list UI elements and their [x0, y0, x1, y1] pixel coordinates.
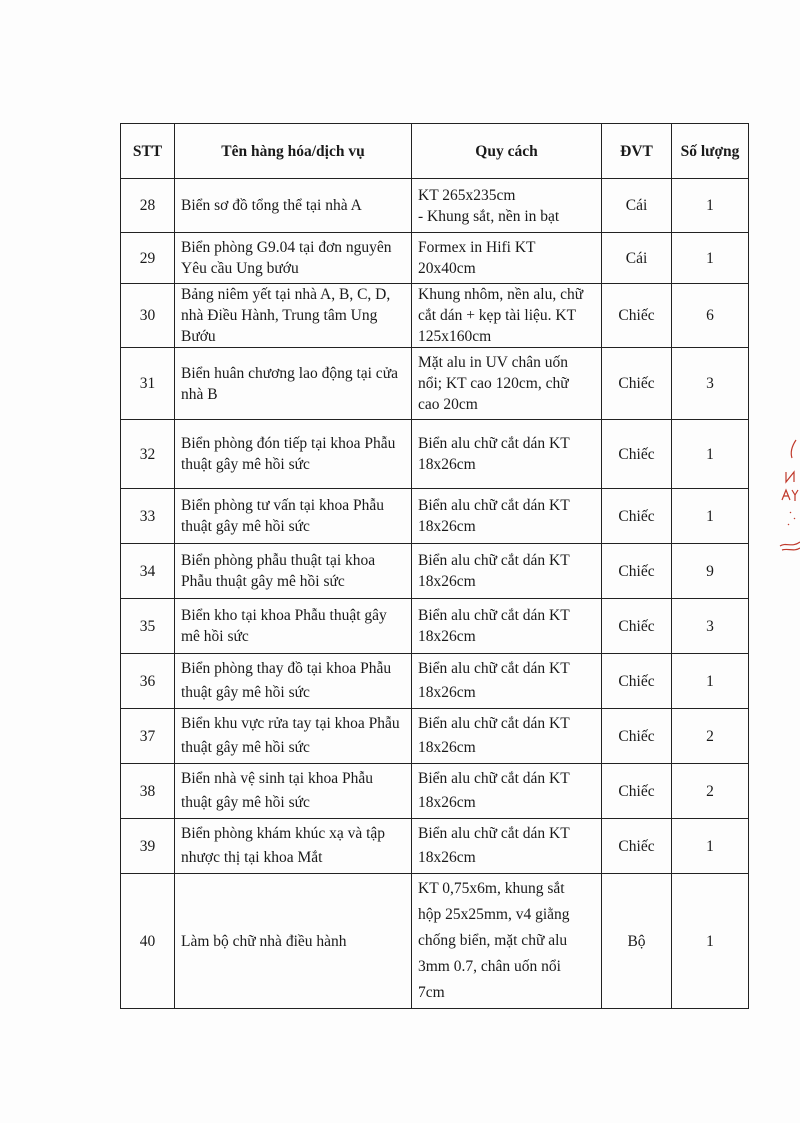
- cell-name: [175, 874, 412, 1009]
- cell-spec-text: Biển alu chữ cắt dán KT 18x26cm: [418, 435, 570, 473]
- stamp-scribble: [780, 542, 800, 550]
- cell-name: [175, 819, 412, 874]
- cell-qty: 2: [672, 709, 749, 764]
- cell-name: [175, 489, 412, 544]
- cell-name-text: Biển sơ đồ tổng thể tại nhà A: [181, 197, 362, 214]
- cell-unit: Chiếc: [602, 544, 672, 599]
- header-spec: Quy cách: [412, 124, 602, 179]
- table-row: [121, 819, 749, 874]
- table-row: [121, 233, 749, 284]
- cell-stt: 31: [121, 348, 175, 420]
- cell-qty: 1: [672, 819, 749, 874]
- cell-spec-text: Biển alu chữ cắt dán KT 18x26cm: [418, 825, 570, 866]
- cell-name: [175, 233, 412, 284]
- cell-spec: [412, 654, 602, 709]
- cell-spec-text: Biển alu chữ cắt dán KT 18x26cm: [418, 497, 570, 535]
- cell-unit: Chiếc: [602, 819, 672, 874]
- table-row: [121, 179, 749, 233]
- cell-qty: 2: [672, 764, 749, 819]
- cell-stt: 38: [121, 764, 175, 819]
- table-row: [121, 654, 749, 709]
- cell-qty: 3: [672, 599, 749, 654]
- cell-spec: [412, 819, 602, 874]
- cell-qty: 3: [672, 348, 749, 420]
- header-unit: ĐVT: [602, 124, 672, 179]
- cell-spec-text: KT 265x235cm - Khung sắt, nền in bạt: [418, 186, 560, 225]
- cell-qty: 1: [672, 489, 749, 544]
- cell-name-text: Bảng niêm yết tại nhà A, B, C, D, nhà Điều Hành, Trung tâm Ung Bướu: [181, 286, 391, 345]
- cell-unit: Chiếc: [602, 489, 672, 544]
- table-header-row: [121, 124, 749, 179]
- stamp-strokes: [780, 440, 800, 550]
- cell-qty: 1: [672, 233, 749, 284]
- cell-spec: [412, 489, 602, 544]
- cell-spec-text: Biển alu chữ cắt dán KT 18x26cm: [418, 552, 570, 590]
- cell-qty: 1: [672, 420, 749, 489]
- cell-spec-text: Biển alu chữ cắt dán KT 18x26cm: [418, 715, 570, 756]
- cell-name-text: Biển nhà vệ sinh tại khoa Phẫu thuật gây mê hồi sức: [181, 770, 373, 811]
- table-row: [121, 284, 749, 348]
- cell-unit: Cái: [602, 233, 672, 284]
- table-row: [121, 764, 749, 819]
- cell-stt: 30: [121, 284, 175, 348]
- cell-spec-text: KT 0,75x6m, khung sắt hộp 25x25mm, v4 giằng chống biển, mặt chữ alu 3mm 0.7, chân uốn nổi 7cm: [418, 880, 570, 1001]
- header-qty: Số lượng: [672, 124, 749, 179]
- cell-spec: [412, 874, 602, 1009]
- cell-name-text: Biển phòng thay đồ tại khoa Phẫu thuật gây mê hồi sức: [181, 660, 392, 701]
- cell-name: [175, 764, 412, 819]
- cell-unit: Chiếc: [602, 420, 672, 489]
- table-row: [121, 420, 749, 489]
- cell-qty: 9: [672, 544, 749, 599]
- table-row: [121, 489, 749, 544]
- cell-name: [175, 654, 412, 709]
- cell-spec-text: Biển alu chữ cắt dán KT 18x26cm: [418, 660, 570, 701]
- cell-name: [175, 599, 412, 654]
- cell-stt: 28: [121, 179, 175, 233]
- cell-stt: 32: [121, 420, 175, 489]
- cell-unit: Bộ: [602, 874, 672, 1009]
- cell-name-text: Biển phòng tư vấn tại khoa Phẫu thuật gây mê hồi sức: [181, 497, 384, 535]
- cell-spec: [412, 764, 602, 819]
- cell-spec-text: Khung nhôm, nền alu, chữ cắt dán + kẹp tài liệu. KT 125x160cm: [418, 286, 584, 345]
- cell-stt: 29: [121, 233, 175, 284]
- cell-qty: 6: [672, 284, 749, 348]
- cell-spec: [412, 544, 602, 599]
- cell-spec: [412, 233, 602, 284]
- cell-name-text: Biển phòng đón tiếp tại khoa Phẫu thuật gây mê hồi sức: [181, 435, 396, 473]
- cell-qty: 1: [672, 874, 749, 1009]
- cell-name: [175, 284, 412, 348]
- stamp-fragment-icon: [778, 438, 800, 558]
- cell-unit: Chiếc: [602, 709, 672, 764]
- cell-name: [175, 179, 412, 233]
- cell-spec: [412, 348, 602, 420]
- cell-stt: 39: [121, 819, 175, 874]
- cell-unit: Chiếc: [602, 654, 672, 709]
- cell-spec: [412, 709, 602, 764]
- cell-unit: Chiếc: [602, 599, 672, 654]
- cell-name: [175, 544, 412, 599]
- cell-stt: 35: [121, 599, 175, 654]
- table-row: [121, 348, 749, 420]
- cell-stt: 40: [121, 874, 175, 1009]
- cell-name-text: Biển phòng G9.04 tại đơn nguyên Yêu cầu Ung bướu: [181, 239, 392, 277]
- cell-spec: [412, 420, 602, 489]
- table-row: [121, 709, 749, 764]
- cell-stt: 37: [121, 709, 175, 764]
- stamp-letter-a: [782, 490, 790, 500]
- cell-unit: Chiếc: [602, 284, 672, 348]
- cell-name-text: Biển khu vực rửa tay tại khoa Phẫu thuật gây mê hồi sức: [181, 715, 400, 756]
- cell-qty: 1: [672, 179, 749, 233]
- goods-table: [120, 123, 749, 1009]
- table-row: [121, 599, 749, 654]
- cell-name: [175, 348, 412, 420]
- cell-stt: 33: [121, 489, 175, 544]
- cell-unit: Cái: [602, 179, 672, 233]
- cell-unit: Chiếc: [602, 348, 672, 420]
- table-row: [121, 874, 749, 1009]
- header-stt: STT: [121, 124, 175, 179]
- cell-spec-text: Biển alu chữ cắt dán KT 18x26cm: [418, 607, 570, 645]
- cell-stt: 34: [121, 544, 175, 599]
- stamp-letter-y: [792, 490, 798, 501]
- cell-stt: 36: [121, 654, 175, 709]
- cell-spec-text: Formex in Hifi KT 20x40cm: [418, 239, 536, 277]
- cell-name: [175, 420, 412, 489]
- cell-spec-text: Mặt alu in UV chân uốn nổi; KT cao 120cm, chữ cao 20cm: [418, 354, 569, 413]
- stamp-arc: [791, 440, 796, 458]
- cell-unit: Chiếc: [602, 764, 672, 819]
- cell-name: [175, 709, 412, 764]
- cell-name-text: Biển huân chương lao động tại cửa nhà B: [181, 364, 398, 403]
- table-row: [121, 544, 749, 599]
- cell-name-text: Biển phòng phẫu thuật tại khoa Phẫu thuật gây mê hồi sức: [181, 552, 376, 590]
- stamp-letter-n: [786, 472, 794, 482]
- cell-name-text: Làm bộ chữ nhà điều hành: [181, 932, 347, 950]
- cell-spec: [412, 284, 602, 348]
- cell-spec-text: Biển alu chữ cắt dán KT 18x26cm: [418, 770, 570, 811]
- cell-name-text: Biển kho tại khoa Phẫu thuật gây mê hồi sức: [181, 607, 387, 645]
- cell-spec: [412, 599, 602, 654]
- header-name: Tên hàng hóa/dịch vụ: [175, 124, 412, 179]
- cell-qty: 1: [672, 654, 749, 709]
- cell-name-text: Biển phòng khám khúc xạ và tập nhược thị tại khoa Mắt: [181, 825, 386, 866]
- stamp-dots: [788, 512, 795, 525]
- cell-spec: [412, 179, 602, 233]
